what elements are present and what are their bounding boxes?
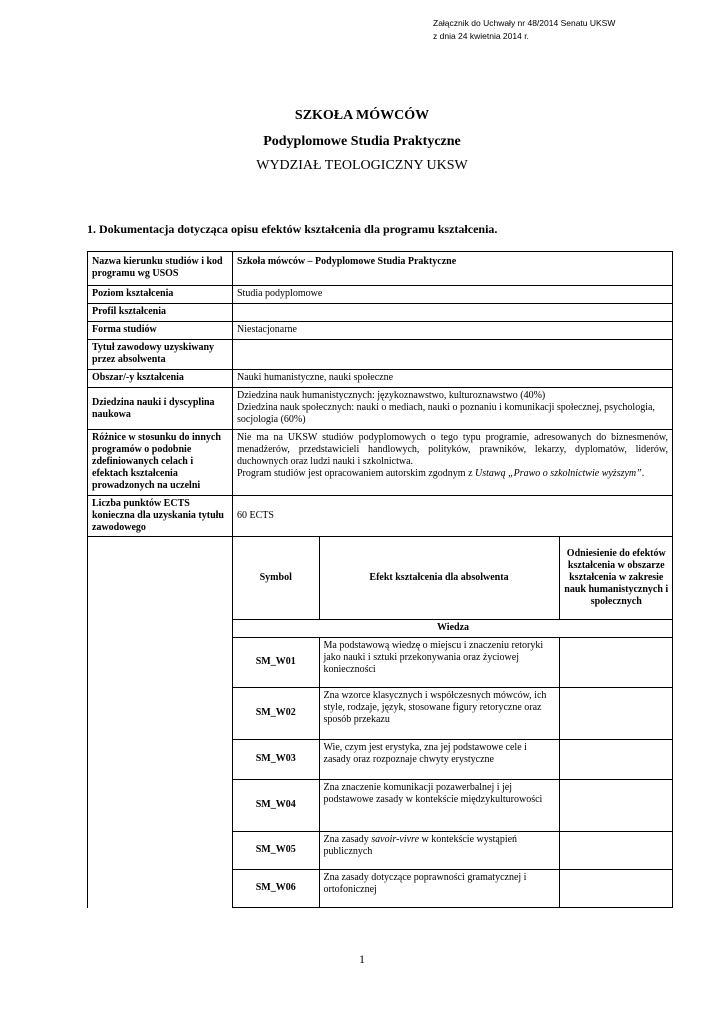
- effects-header-row: [233, 537, 673, 619]
- program-info-table: [87, 251, 673, 908]
- table-row: [233, 831, 673, 869]
- faculty-name: WYDZIAŁ TEOLOGICZNY UKSW: [256, 158, 468, 173]
- table-row: [88, 370, 673, 388]
- effect-symbol: SM_W03: [233, 739, 319, 779]
- effect-symbol: SM_W02: [233, 687, 319, 739]
- group-row: [233, 619, 673, 637]
- table-row: [233, 779, 673, 831]
- attachment-note-line2: z dnia 24 kwietnia 2014 r.: [433, 31, 529, 41]
- group-label-wiedza: Wiedza: [233, 619, 673, 637]
- learning-outcomes-table: [233, 537, 673, 908]
- savoir-vivre-term: savoir-vivre: [371, 833, 420, 845]
- effect-description: Wie, czym jest erystyka, zna jej podstawowe cele i zasady oraz rozpoznaje chwyty erystyczne: [319, 739, 559, 779]
- table-row: [88, 340, 673, 370]
- row-value: [233, 430, 673, 496]
- effect-reference: [559, 739, 673, 779]
- effect-description: Zna zasady savoir-vivre w kontekście wystąpień publicznych: [319, 831, 559, 869]
- table-row: [233, 869, 673, 907]
- row-value: [233, 388, 673, 430]
- table-row: [233, 739, 673, 779]
- row-value: Szkoła mówców – Podyplomowe Studia Praktyczne: [233, 252, 673, 286]
- effect-description: Zna znaczenie komunikacji pozawerbalnej i jej podstawowe zasady w kontekście międzykulturowości: [319, 779, 559, 831]
- row-label: Tytuł zawodowy uzyskiwany przez absolwenta: [88, 340, 233, 370]
- effect-symbol: SM_W04: [233, 779, 319, 831]
- table-row: [88, 430, 673, 496]
- row-value: [233, 304, 673, 322]
- table-row: [88, 496, 673, 537]
- effect-reference: [559, 831, 673, 869]
- row-label: Nazwa kierunku studiów i kod programu wg USOS: [88, 252, 233, 286]
- row-value: Nauki humanistyczne, nauki społeczne: [233, 370, 673, 388]
- row-value: Niestacjonarne: [233, 322, 673, 340]
- effect-symbol: SM_W06: [233, 869, 319, 907]
- effect-symbol: SM_W05: [233, 831, 319, 869]
- effect-description: Zna zasady dotyczące poprawności gramatycznej i ortofonicznej: [319, 869, 559, 907]
- page-number: 1: [359, 952, 365, 966]
- attachment-note-line1: Załącznik do Uchwały nr 48/2014 Senatu UKSW: [433, 18, 616, 28]
- col-header-symbol: Symbol: [233, 537, 319, 619]
- table-row: [88, 537, 673, 908]
- effect-reference: [559, 637, 673, 687]
- empty-cell: [88, 537, 233, 908]
- effect-description: Ma podstawową wiedzę o miejscu i znaczeniu retoryki jako nauki i sztuki przekonywania oraz życiowej konieczności: [319, 637, 559, 687]
- effects-cell: [233, 537, 673, 908]
- effect-description: Zna wzorce klasycznych i współczesnych mówców, ich style, rodzaje, język, stosowane figury retoryczne oraz sposób przekazu: [319, 687, 559, 739]
- document-subtitle: Podyplomowe Studia Praktyczne: [263, 134, 461, 149]
- table-row: [88, 286, 673, 304]
- attachment-note: [433, 17, 615, 43]
- domain-line-2: Dziedzina nauk społecznych: nauki o mediach, nauki o poznaniu i komunikacji społecznej, psychologia, socjologia (60%): [237, 402, 655, 425]
- document-title: SZKOŁA MÓWCÓW: [294, 108, 430, 123]
- domain-line-1: Dziedzina nauk humanistycznych: językoznawstwo, kulturoznawstwo (40%): [237, 390, 546, 401]
- act-name: Ustawą „Prawo o szkolnictwie wyższym”: [475, 468, 642, 479]
- differences-paragraph-2: Program studiów jest opracowaniem autorskim zgodnym z Ustawą „Prawo o szkolnictwie wyższym”.: [237, 468, 645, 479]
- col-header-reference: Odniesienie do efektów kształcenia w obszarze kształcenia w zakresie nauk humanistycznych i społecznych: [559, 537, 673, 619]
- table-row: [88, 304, 673, 322]
- row-label: Profil kształcenia: [88, 304, 233, 322]
- row-label: Liczba punktów ECTS konieczna dla uzyskania tytułu zawodowego: [88, 496, 233, 537]
- row-label: Forma studiów: [88, 322, 233, 340]
- table-row: [88, 388, 673, 430]
- effect-reference: [559, 869, 673, 907]
- effect-symbol: SM_W01: [233, 637, 319, 687]
- table-row: [88, 252, 673, 286]
- row-value: [233, 340, 673, 370]
- row-value: 60 ECTS: [233, 496, 673, 537]
- section-title: 1. Dokumentacja dotycząca opisu efektów kształcenia dla programu kształcenia.: [87, 222, 498, 236]
- differences-paragraph-1: Nie ma na UKSW studiów podyplomowych o tego typu programie, adresowanych do biznesmenów, menadżerów, przedstawicieli handlowych, polityków, prawników, lekarzy, dyplomatów, liderów, duchownych oraz ludzi nauki i szkolnictwa.: [237, 432, 668, 467]
- col-header-effect: Efekt kształcenia dla absolwenta: [319, 537, 559, 619]
- effect-reference: [559, 779, 673, 831]
- row-label: Różnice w stosunku do innych programów o podobnie zdefiniowanych celach i efektach kształcenia prowadzonych na uczelni: [88, 430, 233, 496]
- table-row: [233, 637, 673, 687]
- effect-reference: [559, 687, 673, 739]
- row-label: Dziedzina nauki i dyscyplina naukowa: [88, 388, 233, 430]
- row-label: Poziom kształcenia: [88, 286, 233, 304]
- row-value: Studia podyplomowe: [233, 286, 673, 304]
- row-label: Obszar/-y kształcenia: [88, 370, 233, 388]
- table-row: [88, 322, 673, 340]
- table-row: [233, 687, 673, 739]
